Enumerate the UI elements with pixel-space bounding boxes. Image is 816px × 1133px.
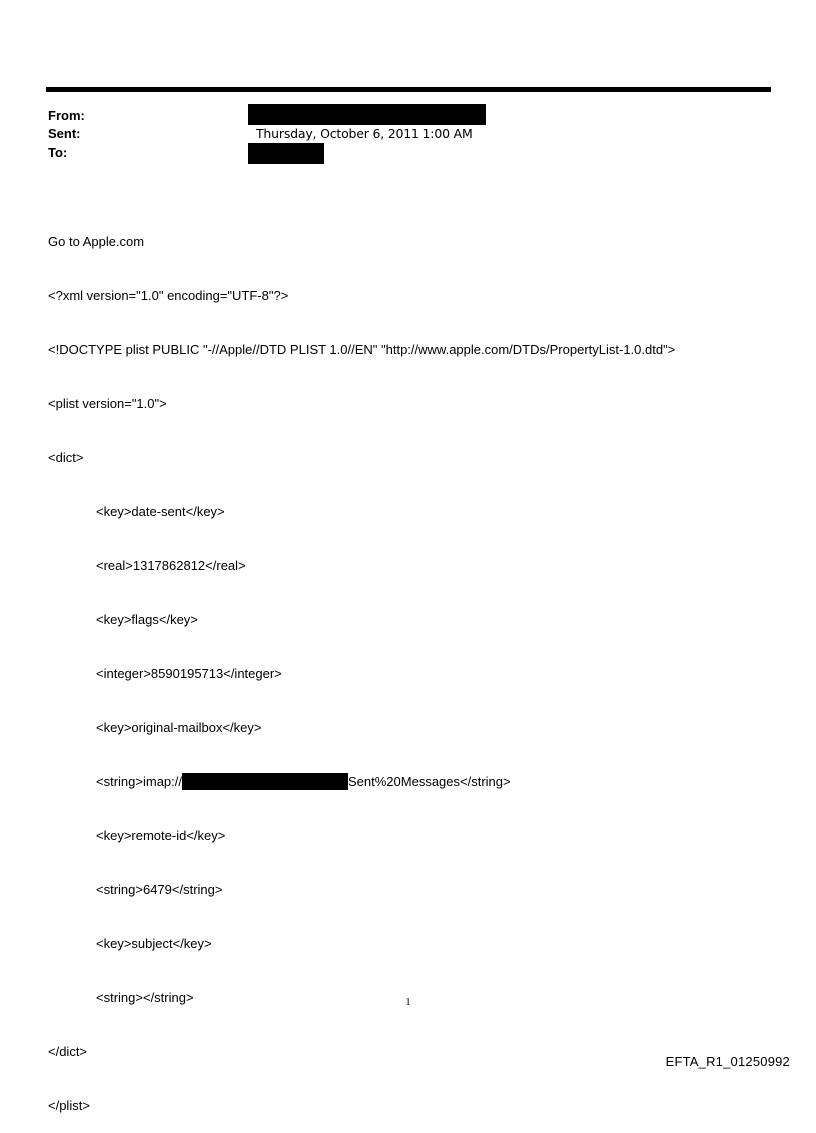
from-label: From: [48, 108, 85, 123]
dict-entry-line: <real>1317862812</real> [96, 558, 246, 573]
mailbox-suffix: Sent%20Messages</string> [348, 774, 511, 789]
doctype-line: <!DOCTYPE plist PUBLIC "-//Apple//DTD PLIST 1.0//EN" "http://www.apple.com/DTDs/PropertyList-1.0.dtd"> [48, 342, 676, 357]
dict-entry-line: <key>remote-id</key> [96, 828, 226, 843]
page-number: 1 [405, 996, 411, 1008]
dict-entry-line: <key>date-sent</key> [96, 504, 225, 519]
dict-close-line: </dict> [48, 1044, 88, 1059]
bates-number: EFTA_R1_01250992 [665, 1054, 790, 1069]
plist-open-line: <plist version="1.0"> [48, 396, 167, 411]
dict-entry-line: <string>6479</string> [96, 882, 223, 897]
dict-entry-line: <key>flags</key> [96, 612, 198, 627]
xml-declaration-line: <?xml version="1.0" encoding="UTF-8"?> [48, 288, 289, 303]
dict-entry-line: <string></string> [96, 990, 194, 1005]
from-redaction [248, 104, 486, 125]
dict-entry-line: <key>subject</key> [96, 936, 212, 951]
header-rule [46, 87, 771, 92]
mailbox-redaction [182, 773, 348, 790]
dict-entry-line: <key>original-mailbox</key> [96, 720, 262, 735]
sent-label: Sent: [48, 126, 81, 141]
dict-entry-line: <integer>8590195713</integer> [96, 666, 282, 681]
dict-open-line: <dict> [48, 450, 84, 465]
mailbox-prefix: <string>imap:// [96, 774, 182, 789]
to-label: To: [48, 145, 68, 160]
plist-close-line: </plist> [48, 1098, 90, 1113]
mailbox-string-line [48, 773, 675, 791]
to-redaction [248, 143, 324, 164]
message-body [48, 197, 675, 1133]
sent-value: Thursday, October 6, 2011 1:00 AM [256, 126, 473, 141]
intro-line: Go to Apple.com [48, 234, 145, 249]
